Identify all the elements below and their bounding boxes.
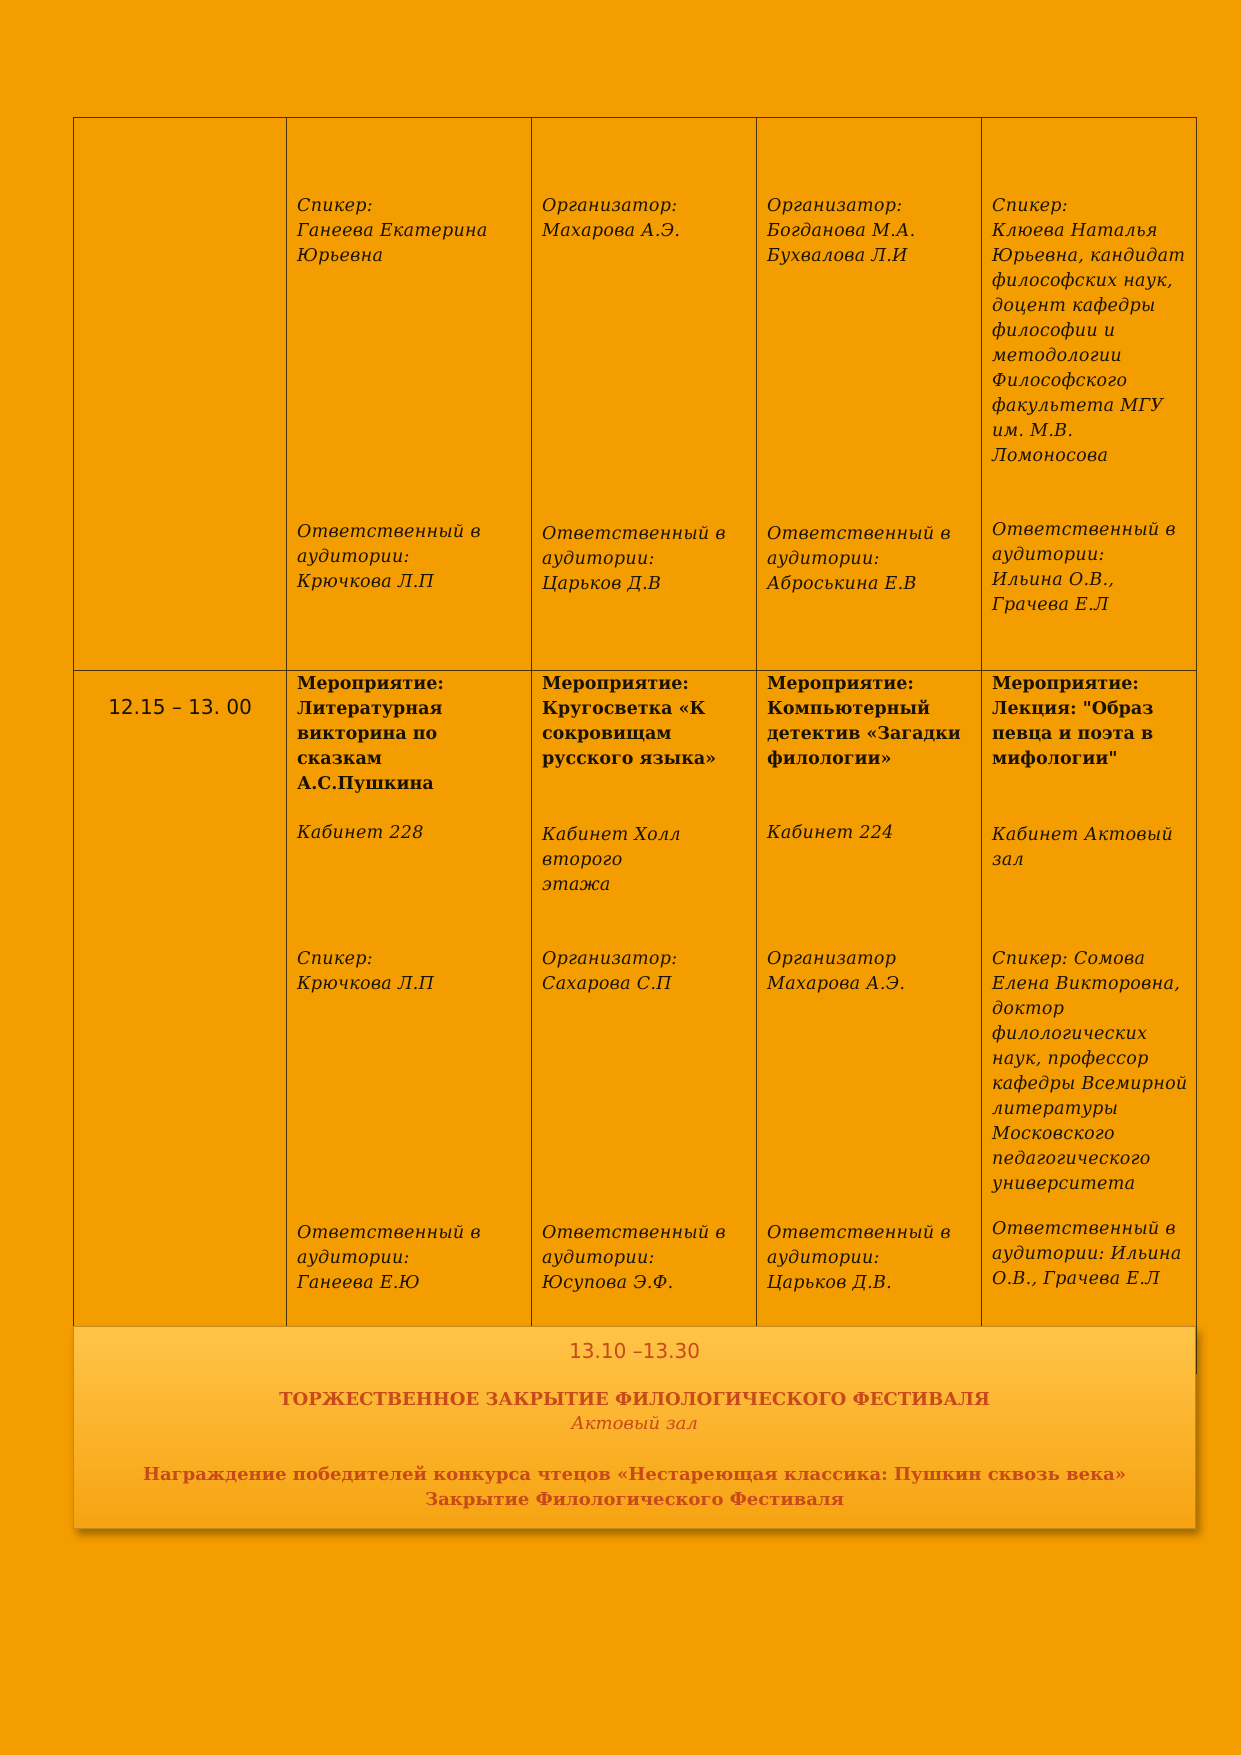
responsible-block: Ответственный в аудитории: Крючкова Л.П [297, 522, 481, 592]
closing-venue: Актовый зал [571, 1413, 698, 1434]
speaker-block: Спикер: Ганеева Екатерина Юрьевна [297, 196, 488, 266]
event-title: Мероприятие: Кругосветка «К сокровищам русского языка» [542, 674, 717, 769]
closing-ending: Закрытие Филологического Фестиваля [425, 1489, 844, 1510]
closing-award: Награждение победителей конкурса чтецов «Нестареющая классика: Пушкин сквозь века» [142, 1464, 1127, 1485]
event-cell [287, 118, 532, 671]
event-cell [757, 671, 982, 1374]
event-cell [532, 671, 757, 1374]
responsible-block: Ответственный в аудитории: Царьков Д.В [542, 524, 726, 594]
event-cell [532, 118, 757, 671]
closing-title: ТОРЖЕСТВЕННОЕ ЗАКРЫТИЕ ФИЛОЛОГИЧЕСКОГО ФЕСТИВАЛЯ [279, 1389, 990, 1410]
responsible-block: Ответственный в аудитории: Царьков Д.В. [767, 1223, 951, 1293]
speaker-block: Спикер: Клюева Наталья Юрьевна, кандидат философских наук, доцент кафедры философии и методологии Философского факультета МГУ им. М.В. Ломоносова [992, 196, 1186, 466]
room-label: Кабинет Холл второго этажа [542, 825, 681, 895]
organizer-block: Организатор: Махарова А.Э. [542, 196, 681, 241]
event-title: Мероприятие: Компьютерный детектив «Загадки филологии» [767, 674, 961, 769]
time-cell: 12.15 – 13. 00 [74, 671, 287, 1374]
responsible-block: Ответственный в аудитории: Ильина О.В., Грачева Е.Л [992, 1219, 1182, 1289]
organizer-block: Организатор: Богданова М.А. Бухвалова Л.И [767, 196, 916, 266]
time-cell [74, 118, 287, 671]
event-cell [982, 671, 1197, 1374]
event-cell [757, 118, 982, 671]
speaker-block: Спикер: Сомова Елена Викторовна, доктор филологических наук, профессор кафедры Всемирной литературы Московского педагогического университета [992, 949, 1188, 1194]
event-cell [287, 671, 532, 1374]
event-cell [982, 118, 1197, 671]
organizer-block: Организатор Махарова А.Э. [767, 949, 906, 994]
room-label: Кабинет 228 [297, 823, 424, 843]
closing-ceremony-banner [73, 1326, 1196, 1529]
event-title: Мероприятие: Литературная викторина по сказкам А.С.Пушкина [297, 674, 444, 794]
event-title: Мероприятие: Лекция: "Образ певца и поэта в мифологии" [992, 674, 1154, 769]
room-label: Кабинет 224 [767, 823, 894, 843]
schedule-table [73, 117, 1197, 1374]
speaker-block: Спикер: Крючкова Л.П [297, 949, 435, 994]
schedule-row [74, 671, 1197, 1374]
closing-time: 13.10 –13.30 [569, 1339, 700, 1363]
schedule-row [74, 118, 1197, 671]
responsible-block: Ответственный в аудитории: Ганеева Е.Ю [297, 1223, 481, 1293]
organizer-block: Организатор: Сахарова С.П [542, 949, 678, 994]
responsible-block: Ответственный в аудитории: Аброськина Е.В [767, 524, 951, 594]
responsible-block: Ответственный в аудитории: Юсупова Э.Ф. [542, 1223, 726, 1293]
room-label: Кабинет Актовый зал [992, 825, 1174, 870]
responsible-block: Ответственный в аудитории: Ильина О.В., Грачева Е.Л [992, 520, 1176, 615]
